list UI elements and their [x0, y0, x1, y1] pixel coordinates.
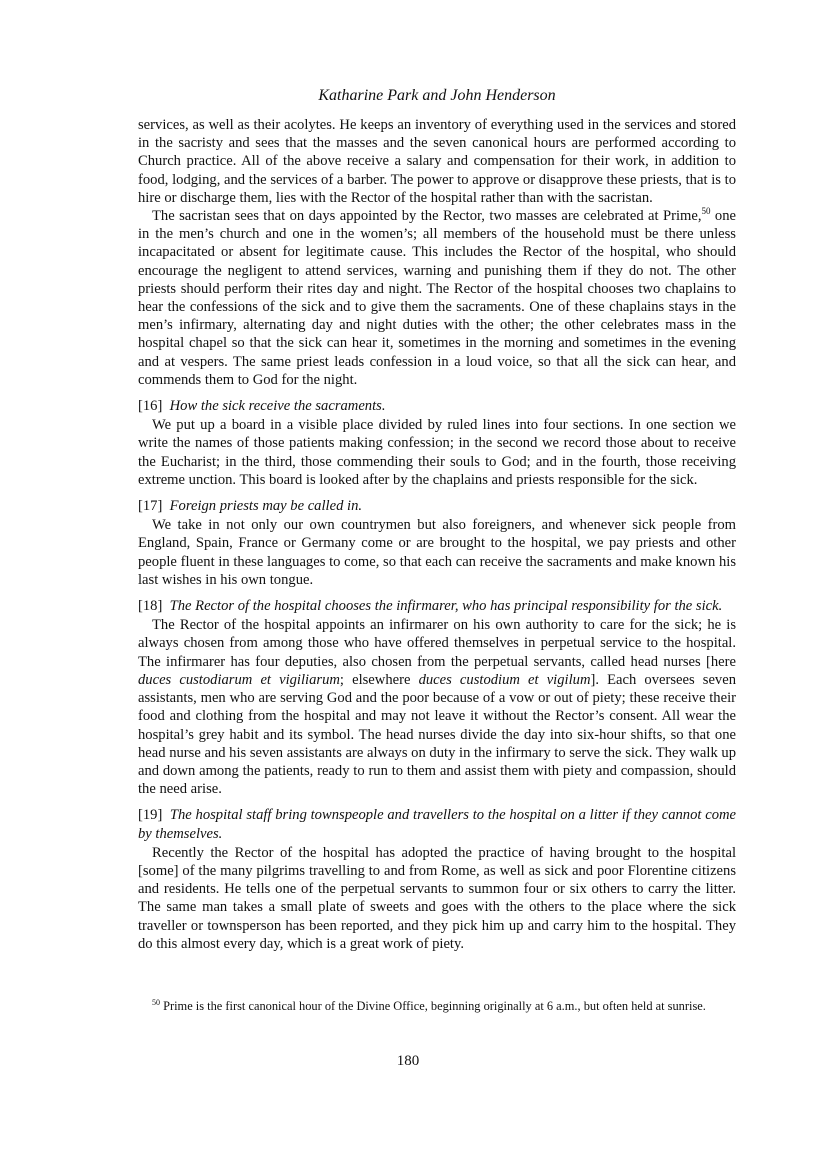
section-text-17 [138, 516, 736, 589]
paragraph-text: We put up a board in a visible place divided by ruled lines into four sections. In one section we write the names of those patients making confession; in the second we record those about to receive the Eucharist; in the third, those commending their souls to God; and in the fourth, those receiving extreme unction. This board is looked after by the chaplains and priests responsible for the sick. [138, 417, 736, 488]
section-heading-16 [138, 397, 736, 415]
paragraph-continuation [138, 116, 736, 207]
paragraph-text: ; elsewhere [339, 671, 419, 688]
section-text-19 [138, 844, 736, 953]
section-heading-18 [138, 597, 736, 615]
section-number: [17] [138, 498, 163, 515]
paragraph-text: The Rector of the hospital appoints an infirmarer on his own authority to care for the sick; he is always chosen from among those who have offered themselves in perpetual service to the hospital. The infirmarer has four deputies, also chosen from the perpetual servants, called head nurses [here [138, 617, 736, 670]
section-number: [18] [138, 598, 163, 615]
section-title: The Rector of the hospital chooses the infirmarer, who has principal responsibility for the sick. [169, 598, 723, 615]
section-number: [19] [138, 807, 163, 824]
paragraph-sacristan [138, 207, 736, 389]
latin-term: duces custodiarum et vigiliarum [138, 671, 340, 688]
section-heading-19 [138, 806, 736, 842]
paragraph-text: Recently the Rector of the hospital has adopted the practice of having brought to the hospital [some] of the many pilgrims travelling to and from Rome, as well as sick and poor Florentine citizens and residents. He tells one of the perpetual servants to summon four or six others to carry the litter. The same man takes a small plate of sweets and goes with the others to the place where the sick traveller or townsperson has been reported, and they pick him up and carry him to the hospital. They do this almost every day, which is a great work of piety. [138, 844, 736, 952]
section-text-16 [138, 416, 736, 489]
paragraph-text: ]. Each oversees seven assistants, men who are serving God and the poor because of a vow or out of piety; these receive their food and clothing from the hospital and may not leave it without the Rector’s consent. All wear the hospital’s grey habit and its symbol. The head nurses divide the day into six-hour shifts, so that one head nurse and his seven assistants are always on duty in the infirmary to serve the sick. They walk up and down among the patients, ready to run to them and assist them with piety and compassion, should the need arise. [138, 671, 737, 798]
section-heading-17 [138, 497, 736, 515]
page-body [138, 86, 736, 1014]
section-title: The hospital staff bring townspeople and travellers to the hospital on a litter if they cannot come by themselves. [138, 807, 737, 842]
latin-term: duces custodium et vigilum [418, 671, 591, 688]
paragraph-text: The sacristan sees that on days appointed by the Rector, two masses are celebrated at Prime, [152, 208, 702, 225]
paragraph-text: We take in not only our own countrymen but also foreigners, and whenever sick people from England, Spain, France or Germany come or are brought to the hospital, we pay priests and other people fluent in these languages to come, so that each can receive the sacraments and make known his last wishes in his own tongue. [138, 517, 736, 588]
section-number: [16] [138, 398, 163, 415]
footnote-reference[interactable]: 50 [701, 206, 711, 217]
section-text-18 [138, 616, 736, 798]
footnote-number: 50 [152, 997, 160, 1007]
footnote-separator [138, 953, 736, 999]
paragraph-text: services, as well as their acolytes. He keeps an inventory of everything used in the services and stored in the sacristy and sees that the masses and the seven canonical hours are performed according to Church practice. All of the above receive a salary and compensation for their work, in addition to food, lodging, and the services of a barber. The power to approve or disapprove these priests, that is to hire or discharge them, lies with the Rector of the hospital rather than with the sacristan. [138, 117, 736, 206]
section-title: How the sick receive the sacraments. [169, 398, 386, 415]
footnote [138, 999, 736, 1015]
paragraph-text: one in the men’s church and one in the women’s; all members of the household must be there unless incapacitated or absent for legitimate cause. This includes the Rector of the hospital, who should encourage the negligent to attend services, warning and punishing them if they do not. The other priests should perform their rites day and night. The Rector of the hospital chooses two chaplains to hear the confessions of the sick and to give them the sacraments. One of these chaplains stays in the men’s infirmary, alternating day and night duties with the other; the other celebrates mass in the hospital chapel so that the sick can hear it, sometimes in the morning and sometimes in the evening and at vespers. The same priest leads confession in a loud voice, so that all the sick can hear, and commends them to God for the night. [138, 208, 736, 388]
footnote-text: Prime is the first canonical hour of the Divine Office, beginning originally at 6 a.m., but often held at sunrise. [160, 998, 706, 1013]
page-number: 180 [396, 1053, 420, 1069]
running-head: Katharine Park and John Henderson [318, 87, 556, 104]
section-title: Foreign priests may be called in. [169, 498, 363, 515]
